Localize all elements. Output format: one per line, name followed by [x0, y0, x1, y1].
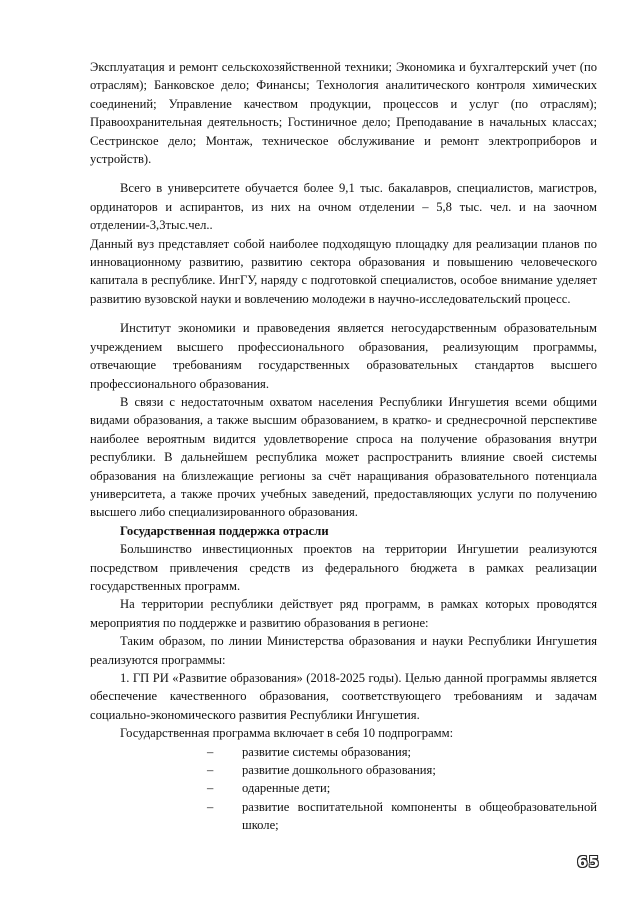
section-heading: Государственная поддержка отрасли [120, 523, 329, 538]
bullet-dash: – [207, 799, 214, 814]
subprogram-list [90, 743, 597, 835]
paragraph-gp-ri: 1. ГП РИ «Развитие образования» (2018-2025 годы). Целью данной программы является обеспечение качественного образования, соответствующего требованиям и задачам социально-экономического развития Республики Ингушетия. [90, 671, 597, 722]
paragraph-institute: Институт экономики и правоведения является негосударственным образовательным учреждением высшего профессионального образования, реализующим программы, отвечающие требованиям государственных образовательных стандартов высшего профессионального образования. [90, 321, 597, 391]
paragraph-university: Данный вуз представляет собой наиболее подходящую площадку для реализации планов по инновационному развитию, развитию сектора образования и повышению человеческого капитала в республике. ИнгГУ, наряду с подготовкой специалистов, особое внимание уделяет развитию вузовской науки и вовлечению молодежи в научно-исследовательский процесс. [90, 236, 597, 306]
paragraph-coverage: В связи с недостаточным охватом населения Республики Ингушетия всеми общими видами образования, а также высшим образованием, в кратко- и среднесрочной перспективе наиболее вероятным видится удовлетворение спроса на получение образования внутри республики. В дальнейшем республика может распространить влияние своей системы образования на близлежащие регионы за счёт наращивания образовательного потенциала университета, а также прочих учебных заведений, предоставляющих услуги по получению высшего либо специализированного образования. [90, 394, 597, 520]
paragraph-ministry: Таким образом, по линии Министерства образования и науки Республики Ингушетия реализуются программы: [90, 634, 597, 667]
document-page [90, 58, 597, 835]
bullet-dash: – [207, 781, 214, 796]
list-item: – развитие дошкольного образования; [202, 761, 597, 779]
list-item: – одаренные дети; [202, 779, 597, 797]
paragraph-investment: Большинство инвестиционных проектов на территории Ингушетии реализуются посредством привлечения средств из федерального бюджета в рамках реализации государственных программ. [90, 542, 597, 593]
page-number: 65 [577, 853, 600, 871]
list-item: – развитие воспитательной компоненты в общеобразовательной школе; [207, 799, 597, 833]
bullet-dash: – [207, 763, 214, 778]
list-item: – развитие системы образования; [202, 743, 597, 761]
bullet-dash: – [207, 744, 214, 759]
paragraph-specialties: Эксплуатация и ремонт сельскохозяйственной техники; Экономика и бухгалтерский учет (по отраслям); Банковское дело; Финансы; Технология аналитического контроля химических соединений; Управление качеством продукции, процессов и услуг (по отраслям); Правоохранительная деятельность; Гостиничное дело; Преподавание в начальных классах; Сестринское дело; Монтаж, техническое обслуживание и ремонт электроприборов и устройств). [90, 60, 597, 167]
paragraph-programs: На территории республики действует ряд программ, в рамках которых проводятся мероприятия по поддержке и развитию образования в регионе: [90, 597, 597, 630]
paragraph-subprograms: Государственная программа включает в себя 10 подпрограмм: [120, 726, 454, 741]
paragraph-students: Всего в университете обучается более 9,1 тыс. бакалавров, специалистов, магистров, ординаторов и аспирантов, из них на очном отделении – 5,8 тыс. чел. и на заочном отделении-3,3тыс.чел.. [90, 181, 597, 233]
